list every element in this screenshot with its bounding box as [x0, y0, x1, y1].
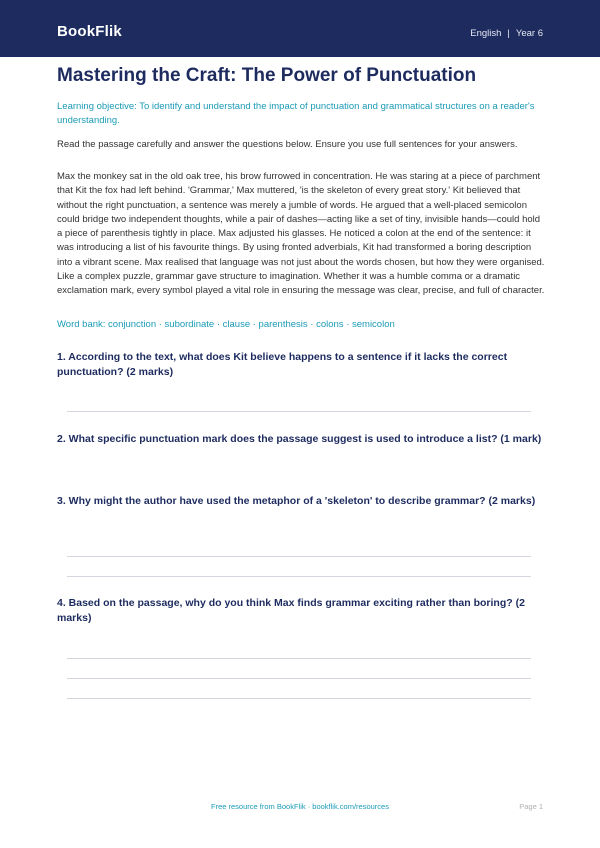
question-4: 4. Based on the passage, why do you think Max finds grammar exciting rather than boring? (2 marks) — [57, 597, 525, 624]
page-title: Mastering the Craft: The Power of Punctuation — [57, 65, 477, 86]
word-bank: Word bank: conjunction · subordinate · clause · parenthesis · colons · semicolon — [57, 319, 395, 330]
subject-year-label — [470, 28, 543, 39]
header-bar — [0, 0, 600, 57]
question-1: 1. According to the text, what does Kit believe happens to a sentence if it lacks the correct punctuation? (2 marks) — [57, 351, 508, 378]
answer-line[interactable] — [67, 556, 531, 557]
question-3: 3. Why might the author have used the metaphor of a 'skeleton' to describe grammar? (2 marks) — [57, 495, 536, 507]
year-label: Year 6 — [515, 28, 543, 39]
answer-line[interactable] — [67, 658, 531, 659]
page-number: Page 1 — [519, 802, 543, 811]
answer-line[interactable] — [67, 411, 531, 412]
reading-passage: Max the monkey sat in the old oak tree, his brow furrowed in concentration. He was staring at a piece of parchment that Kit the fox had left behind. 'Grammar,' Max muttered, 'is the skeleton of every great story.' Kit believed that without the right punctuation, a sentence was merely a jumble of words. He argued that a well-placed semicolon could bridge two independent thoughts, while a pair of dashes—acting like a set of tiny, invisible hands—could hold a piece of parenthesis tightly in place. Max adjusted his glasses. He noticed a colon at the end of the sentence: it was introducing a list of his favourite things. By using fronted adverbials, Kit had transformed a boring description into a vibrant scene. Max realised that language was not just about the words chosen, but how they were organised. Like a complex puzzle, grammar gave structure to imagination. Whether it was a humble comma or a dramatic exclamation mark, every symbol played a vital role in ensuring the message was clear, precise, and full of character. — [57, 171, 545, 297]
footer-source-link[interactable]: Free resource from BookFlik · bookflik.com/resources — [211, 802, 389, 811]
subject-label: English — [470, 28, 502, 39]
instructions-text: Read the passage carefully and answer the questions below. Ensure you use full sentences for your answers. — [57, 139, 518, 150]
brand-logo-text[interactable]: BookFlik — [57, 23, 122, 40]
answer-line[interactable] — [67, 576, 531, 577]
meta-separator: | — [507, 28, 510, 39]
answer-line[interactable] — [67, 698, 531, 699]
learning-objective: Learning objective: To identify and understand the impact of punctuation and grammatical structures on a reader's understanding. — [57, 101, 535, 126]
question-2: 2. What specific punctuation mark does the passage suggest is used to introduce a list? (1 mark) — [57, 433, 542, 445]
answer-line[interactable] — [67, 678, 531, 679]
